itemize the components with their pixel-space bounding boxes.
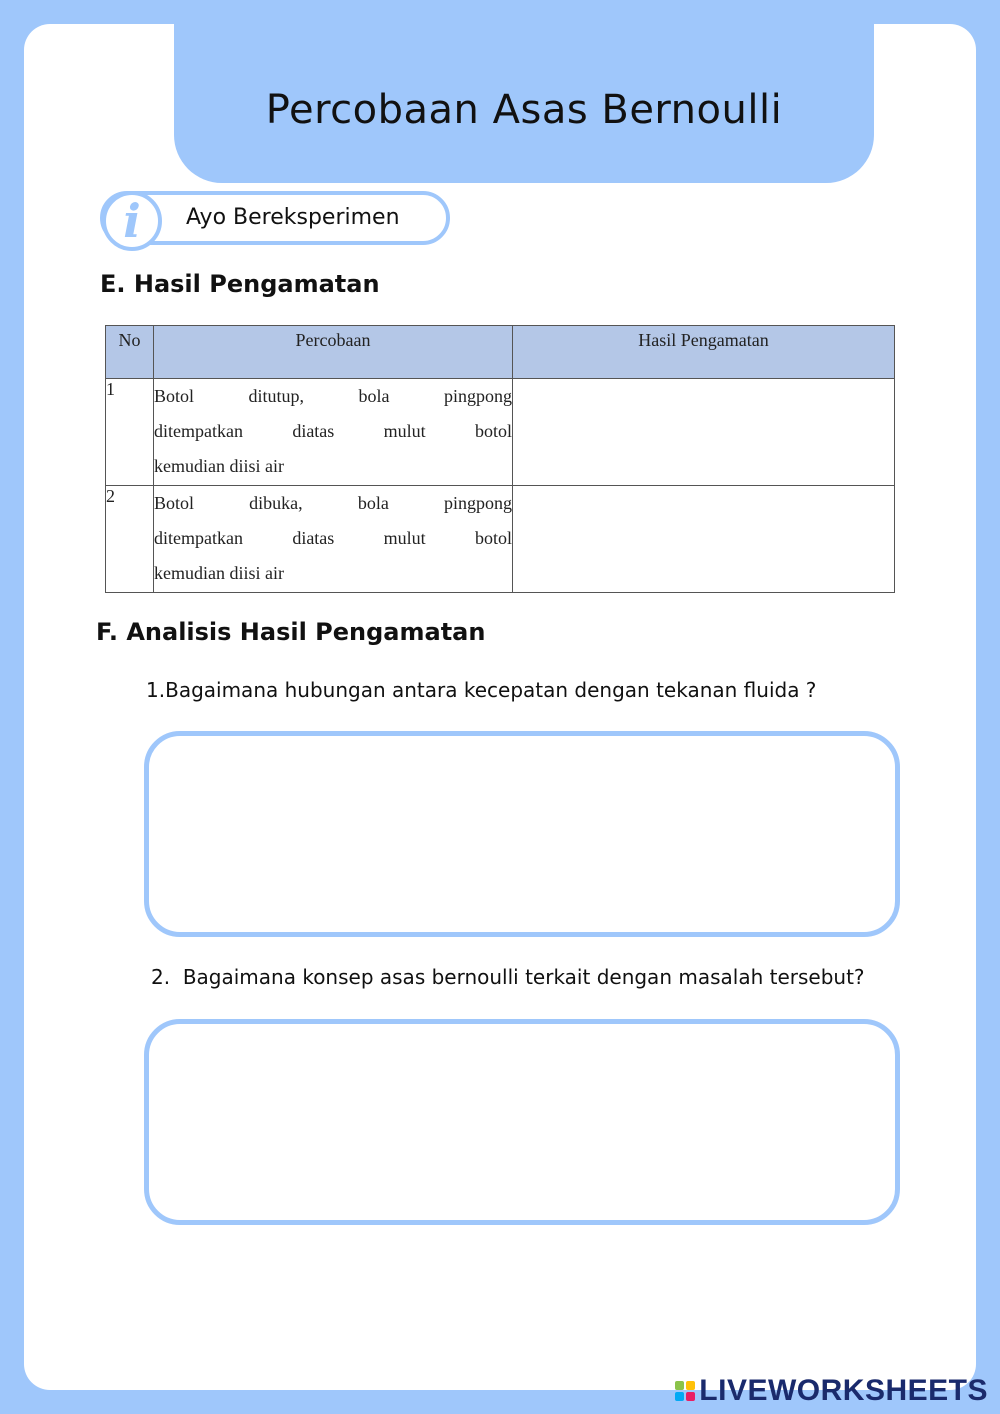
section-badge	[100, 191, 450, 248]
page-title: Percobaan Asas Bernoulli	[265, 86, 783, 133]
logo-text: LIVEWORKSHEETS	[699, 1374, 988, 1407]
table-row	[106, 486, 895, 593]
section-e-heading: E. Hasil Pengamatan	[100, 270, 380, 298]
header-no: No	[106, 326, 154, 379]
description-line: kemudian diisi air	[154, 456, 284, 476]
observation-result-cell[interactable]	[513, 486, 895, 593]
question-text: Bagaimana konsep asas bernoulli terkait dengan masalah tersebut?	[182, 965, 865, 989]
description-line: kemudian diisi air	[154, 563, 284, 583]
description-line: ditempatkan diatas mulut botol	[154, 421, 512, 441]
row-number: 2	[106, 486, 154, 593]
table-row	[106, 379, 895, 486]
answer-box-1[interactable]	[144, 731, 900, 937]
title-banner	[174, 24, 874, 183]
question-text: Bagaimana hubungan antara kecepatan dengan tekanan fluida ?	[165, 678, 817, 702]
experiment-description	[154, 379, 513, 486]
info-icon: i	[102, 191, 162, 251]
observation-result-cell[interactable]	[513, 379, 895, 486]
header-percobaan: Percobaan	[154, 326, 513, 379]
header-hasil: Hasil Pengamatan	[513, 326, 895, 379]
liveworksheets-logo	[675, 1374, 988, 1408]
experiment-description	[154, 486, 513, 593]
question-2	[151, 965, 865, 989]
question-number: 2.	[151, 965, 171, 989]
question-number: 1.	[146, 678, 166, 702]
table-header-row	[106, 326, 895, 379]
section-f-heading: F. Analisis Hasil Pengamatan	[96, 618, 486, 646]
description-line: Botol ditutup, bola pingpong	[154, 386, 512, 406]
description-line: Botol dibuka, bola pingpong	[154, 493, 512, 513]
description-line: ditempatkan diatas mulut botol	[154, 528, 512, 548]
observation-table	[105, 325, 895, 593]
badge-label: Ayo Bereksperimen	[186, 205, 400, 230]
logo-mark-icon	[675, 1381, 695, 1401]
question-1	[146, 678, 816, 702]
row-number: 1	[106, 379, 154, 486]
answer-box-2[interactable]	[144, 1019, 900, 1225]
